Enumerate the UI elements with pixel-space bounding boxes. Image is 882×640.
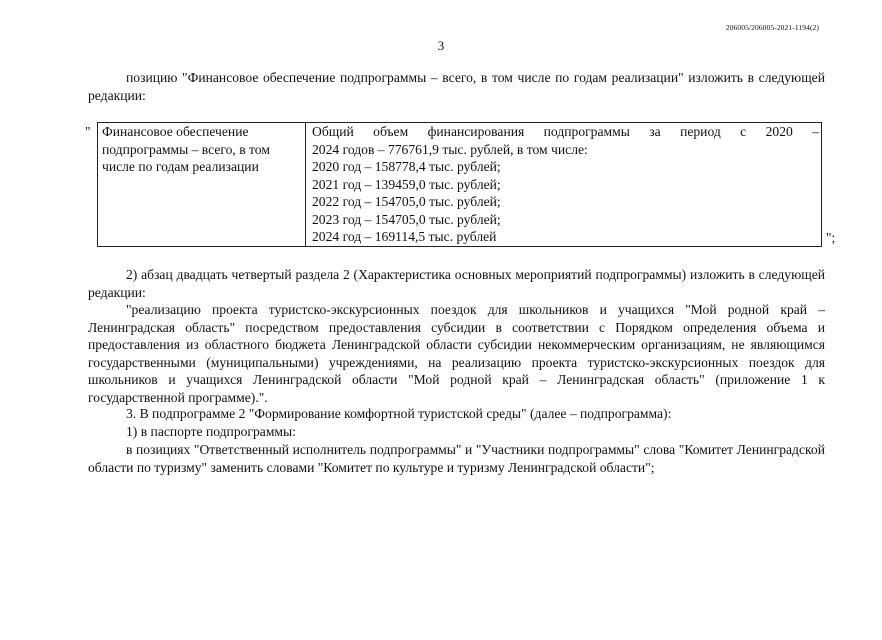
table-row [98,123,822,247]
financing-line: 2024 год – 169114,5 тыс. рублей [312,229,497,244]
paragraph-quoted-text: "реализацию проекта туристско-экскурсионных поездок для школьников и учащихся "Мой родной край – Ленинградская область" посредством предоставления субсидии в соответствии с Порядком определения объема и предоставления из областного бюджета Ленинградской области субсидии некоммерческим организациям, не являющимся государственными (муниципальными) учреждениями, на реализацию проекта туристско-экскурсионных поездок для школьников и учащихся Ленинградской области "Мой родной край – Ленинградская область" (приложение 1 к государственной программе).". [88,302,825,405]
page-number: 3 [437,38,445,53]
paragraph-item-3: 3. В подпрограмме 2 "Формирование комфортной туристской среды" (далее – подпрограмма): [126,406,672,421]
financing-label-cell: Финансовое обеспечение подпрограммы – всего, в том числе по годам реализации [98,123,306,247]
financing-line: 2023 год – 154705,0 тыс. рублей; [312,211,501,227]
financing-line: 2022 год – 154705,0 тыс. рублей; [312,194,501,209]
table-open-quote: " [85,124,91,139]
paragraph-subitem-1: 1) в паспорте подпрограммы: [126,424,296,439]
financing-line: 2024 годов – 776761,9 тыс. рублей, в том числе: [312,141,588,157]
intro-paragraph: позицию "Финансовое обеспечение подпрограммы – всего, в том числе по годам реализации" изложить в следующей редакции: [88,70,825,103]
document-id: 206005/206005-2021-1194(2) [725,23,819,32]
financing-value-cell [306,123,822,247]
paragraph-replacement: в позициях "Ответственный исполнитель подпрограммы" и "Участники подпрограммы" слова "Комитет Ленинградской области по туризму" заменить словами "Комитет по культуре и туризму Ленинградской области"; [88,442,825,475]
financing-table [97,122,822,247]
paragraph-item-2: 2) абзац двадцать четвертый раздела 2 (Характеристика основных мероприятий подпрограммы) изложить в следующей редакции: [88,267,825,300]
financing-line: 2021 год – 139459,0 тыс. рублей; [312,176,501,192]
table-close-quote: "; [826,230,836,245]
financing-line: Общий объем финансирования подпрограммы за период с 2020 – [312,124,819,139]
financing-line: 2020 год – 158778,4 тыс. рублей; [312,159,501,174]
